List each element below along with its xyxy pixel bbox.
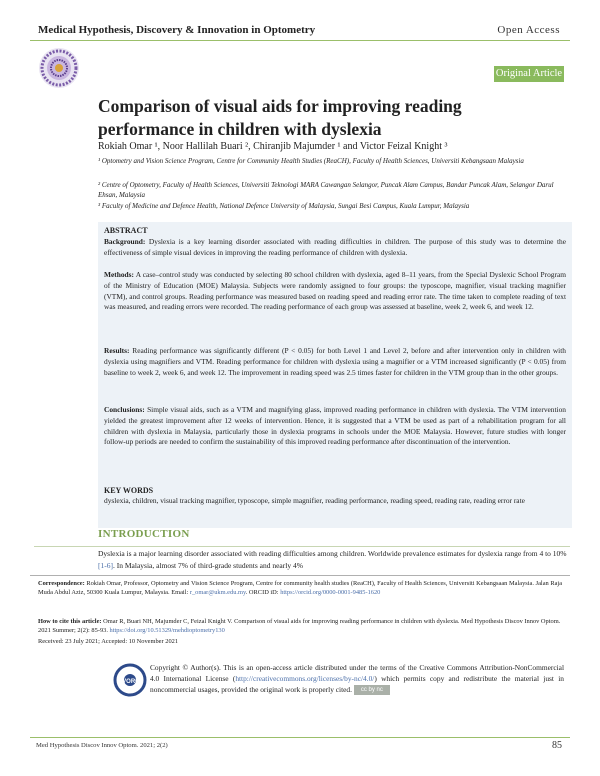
orcid-link[interactable]: https://orcid.org/0000-0001-9485-1620 [280,589,381,597]
introduction-divider [34,546,570,547]
cc-license-badge[interactable]: cc by nc [354,685,390,695]
results-label: Results: [104,346,130,355]
reference-link[interactable]: [1-6] [98,561,113,570]
introduction-text-b: . In Malaysia, almost 7% of third-grade students and nearly 4% [113,561,303,570]
background-label: Background: [104,237,146,246]
copyright-text-b: ) which permits copy and redistribute the material just in noncommercial usages, provided the original work is properly cited. [150,674,564,694]
affiliation-3: ³ Faculty of Medicine and Defence Health, National Defence University of Malaysia, Sungai Besi Campus, Kuala Lumpur, Malaysia [98,202,470,210]
background-text: Dyslexia is a key learning disorder associated with reading difficulties in children. The purpose of this study was to determine the effectiveness of simple visual devices in improving the reading performance of children with dyslexia. [104,237,566,257]
ivorc-logo-text: IVORC [120,679,140,685]
abstract-conclusions [104,405,566,448]
footer-citation: Med Hypothesis Discov Innov Optom. 2021; 2(2) [36,742,168,749]
middle-divider [30,575,570,576]
introduction-heading: INTRODUCTION [98,528,190,540]
citation-text: Omar R, Buari NH, Majumder C, Feizal Knight V. Comparison of visual aids for improving reading performance in children with dyslexia. Med Hypothesis Discov Innov Optom. 2021 Summer; 2(2): 85-93. [38,618,561,635]
author-list: Rokiah Omar ¹, Noor Hallilah Buari ², Chiranjib Majumder ¹ and Victor Feizal Knight ³ [98,141,448,152]
conclusions-label: Conclusions: [104,405,145,414]
abstract-heading: ABSTRACT [104,226,148,235]
results-text: Reading performance was significantly different (P < 0.05) for both Level 1 and Level 2, before and after intervention only in children with dyslexia using magnifiers and VTM. Reading performance for children with dyslexia using a magnifier or a VTM increased significantly (P < 0.05) from baseline to week 2, week 6, and week 12. The improvement in reading speed was 2.5 times faster for children in the VTM group than in the other groups. [104,346,566,377]
citation-block [38,617,570,635]
ivorc-logo-icon [112,662,148,698]
methods-text: A case–control study was conducted by selecting 80 school children with dyslexia, aged 8–11 years, from the Special Dyslexic School Program of the Ministry of Education (MOE) Malaysia. Subjects were randomly assigned to four groups: the typoscope, magnifier, visual tracking magnifier (VTM), and control groups. Reading performance was measured based on reading speed and reading error rate. The time taken to complete reading of text was measured, and reading errors were recorded. The reading performance of each group was assessed at baseline, week 2, week 6, and week 12. [104,270,566,312]
keywords-heading: KEY WORDS [104,486,154,495]
copyright-notice [150,662,564,695]
methods-label: Methods: [104,270,134,279]
abstract-results [104,346,566,378]
correspondence-text: Rokiah Omar, Professor, Optometry and Vision Science Program, Centre for community health studies (ReaCH), Faculty of Health Sciences, Universiti Kebangsaan Malaysia. Jalan Raja Muda Abdul Aziz, 50300 Kuala Lumpur, Malaysia. Email: [38,580,563,597]
page-number: 85 [552,740,562,751]
introduction-text-a: Dyslexia is a major learning disorder associated with reading difficulties among children. Worldwide prevalence estimates for dyslexia range from 4 to 10% [98,549,567,558]
license-link[interactable]: http://creativecommons.org/licenses/by-nc/4.0/ [235,674,375,683]
citation-label: How to cite this article: [38,618,102,625]
journal-logo-icon [38,47,80,89]
article-title: Comparison of visual aids for improving reading performance in children with dyslexia [98,96,462,139]
affiliation-2: ² Centre of Optometry, Faculty of Health Sciences, Universiti Teknologi MARA Cawangan Selangor, Puncak Alam Campus, Bandar Puncak Alam, Selangor Darul Ehsan, Malaysia [98,181,554,199]
introduction-text [98,548,572,572]
correspondence-label: Correspondence: [38,580,85,587]
copyright-text-a: Copyright © Author(s). This is an open-access article distributed under the terms of the Creative Commons Attribution-NonCommercial 4.0 International License ( [150,663,564,683]
journal-title: Medical Hypothesis, Discovery & Innovation in Optometry [38,24,316,36]
keywords-text: dyslexia, children, visual tracking magnifier, typoscope, simple magnifier, reading performance, reading speed, reading rate, reading error rate [104,496,525,505]
doi-link[interactable]: https://doi.org/10.51329/mehdioptometry130 [109,627,225,635]
correspondence-block [38,579,570,597]
conclusions-text: Simple visual aids, such as a VTM and magnifying glass, improved reading performance in children with dyslexia. The VTM intervention yielded the greatest improvement after 12 weeks of intervention. Hence, it is suggested that a VTM be used as part of a rehabilitation program for all children with dyslexia in Malaysia, particularly those in dyslexia programs in schools under the MOE Malaysia. However, future studies with longer follow-up periods are needed to confirm the sustainability of this improved reading performance after discontinuation of the intervention. [104,405,566,447]
orcid-label: . ORCID iD: [245,589,281,597]
abstract-methods [104,270,566,313]
affiliation-1: ¹ Optometry and Vision Science Program, Centre for Community Health Studies (ReaCH), Faculty of Health Sciences, Universiti Kebangsaan Malaysia [98,157,524,165]
abstract-background [104,237,566,259]
open-access-label: Open Access [497,24,560,36]
top-divider [30,40,570,41]
received-dates: Received: 23 July 2021; Accepted: 10 November 2021 [38,638,179,645]
email-link[interactable]: r_omar@ukm.edu.my [189,589,246,597]
article-type-badge: Original Article [494,66,564,82]
bottom-divider [30,737,570,738]
